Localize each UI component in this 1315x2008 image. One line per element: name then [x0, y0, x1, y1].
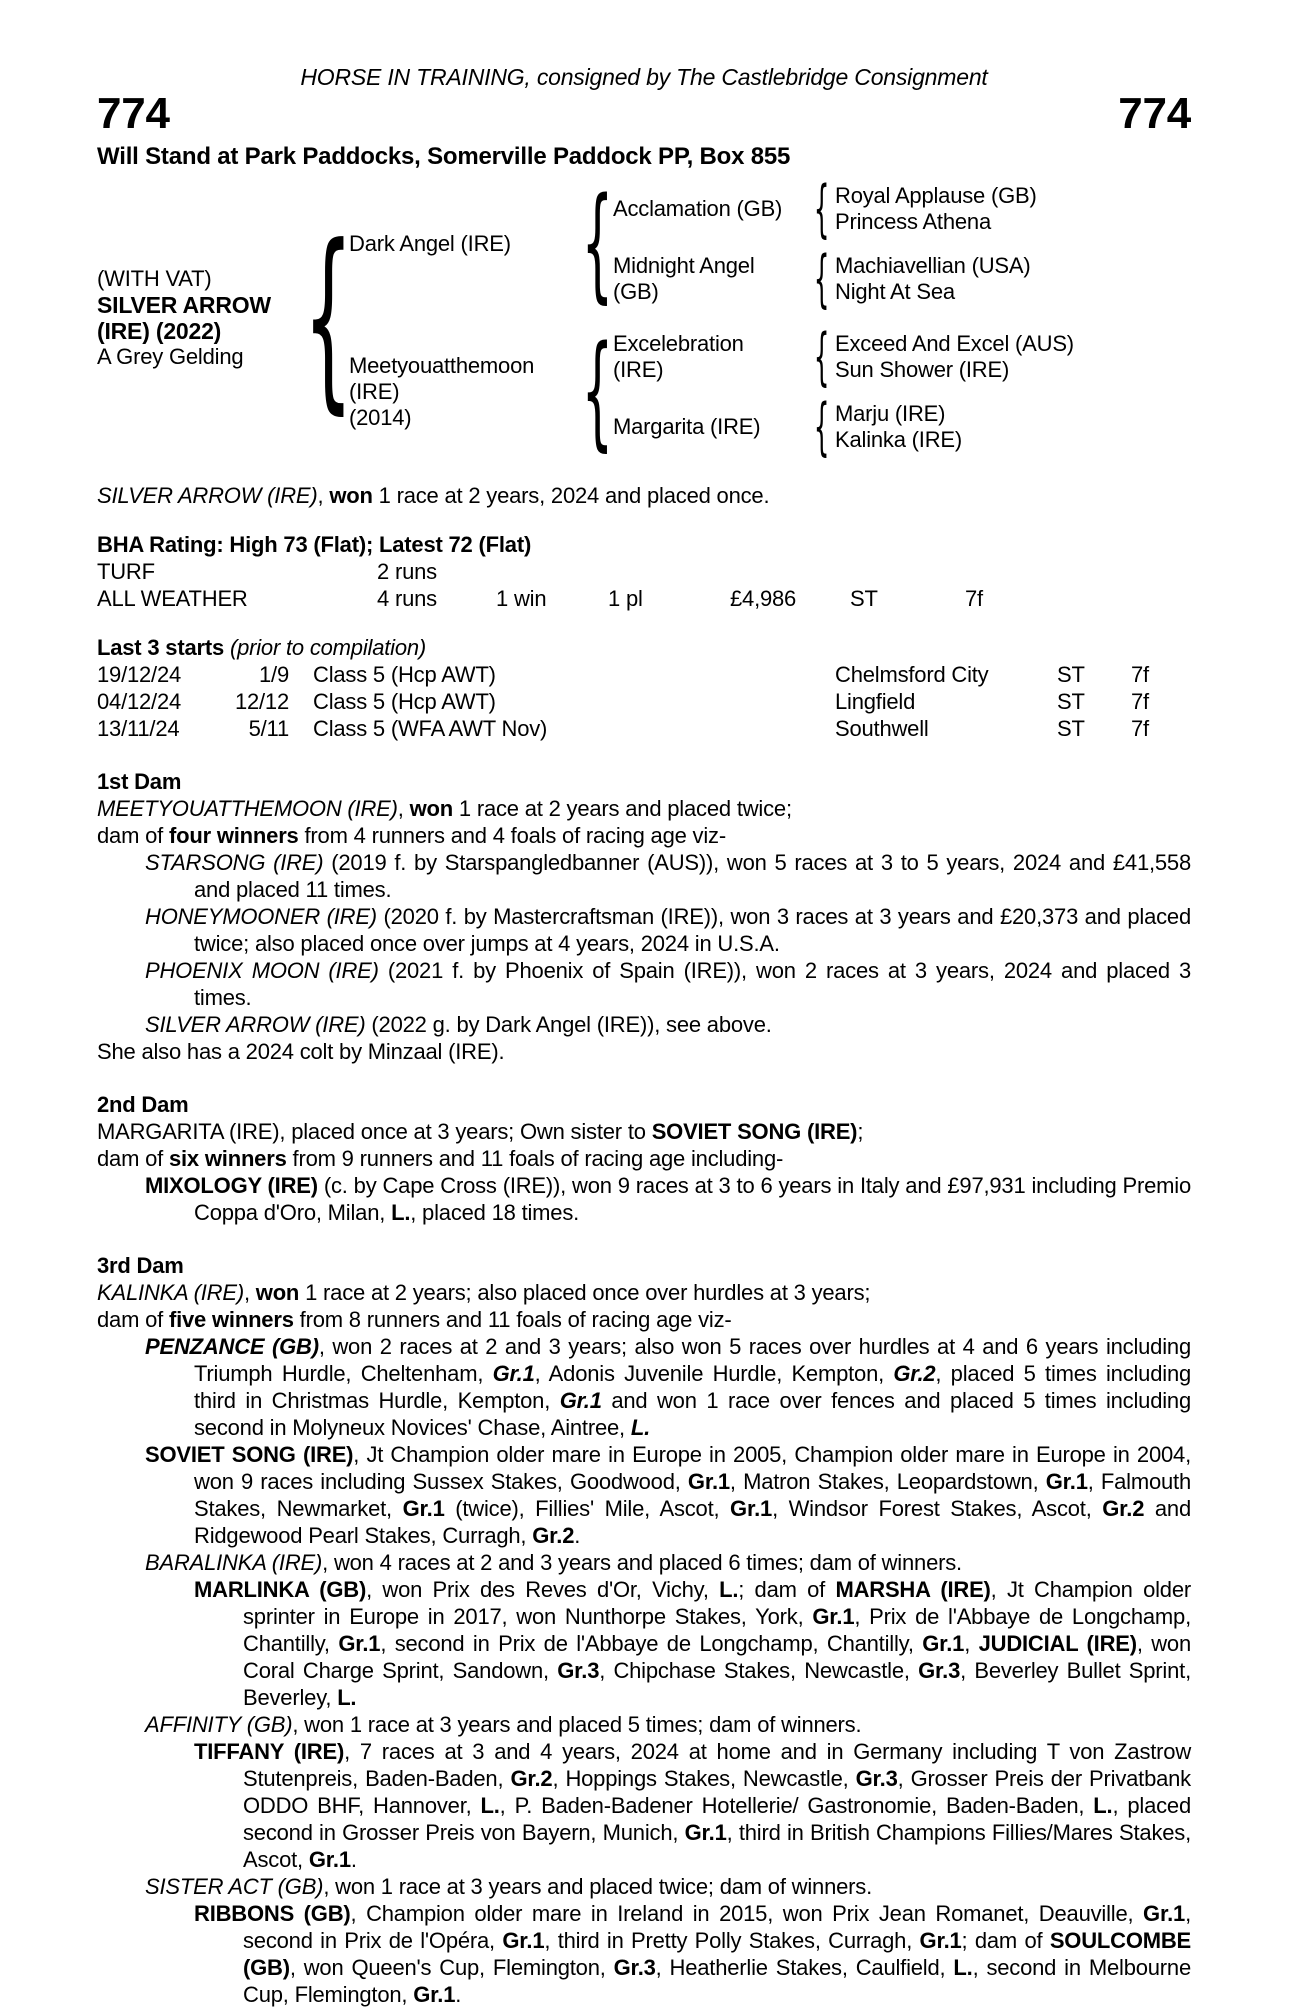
produce-entry: HONEYMOONER (IRE) (2020 f. by Mastercraftsman (IRE)), won 3 races at 3 years and £20,373 and placed twice; also placed once over jumps at 4 years, 2024 in U.S.A. [145, 904, 1191, 956]
pedigree-tree [349, 178, 1103, 458]
ancestor-name [613, 414, 809, 440]
bha-rating-heading: BHA Rating: High 73 (Flat); Latest 72 (Flat) [97, 532, 532, 557]
stand-location-line: Will Stand at Park Paddocks, Somerville Paddock PP, Box 855 [97, 143, 791, 170]
stats-cell [608, 558, 730, 585]
dam-note: She also has a 2024 colt by Minzaal (IRE). [97, 1039, 505, 1064]
ancestor-pair [835, 253, 1103, 305]
curly-brace-small-icon [809, 248, 835, 310]
pedigree-name-line: Royal Applause (GB) [835, 183, 1037, 208]
curly-brace-large-icon [307, 220, 349, 416]
vat-note: (WITH VAT) [97, 266, 212, 291]
race-surface: ST [1057, 689, 1085, 714]
pedigree-table [97, 178, 1191, 458]
curly-brace-small-icon [809, 326, 835, 388]
produce-entry: SILVER ARROW (IRE) (2022 g. by Dark Angel (IRE)), see above. [145, 1012, 772, 1037]
stats-cell: 4 runs [377, 586, 437, 611]
produce-entry: AFFINITY (GB), won 1 race at 3 years and placed 5 times; dam of winners. [145, 1712, 862, 1737]
third-dam-section [97, 1252, 1191, 2008]
curly-brace-small-icon [809, 396, 835, 458]
lot-number-right: 774 [1118, 89, 1191, 138]
subject-name-suffix: (IRE) (2022) [97, 318, 222, 344]
lot-number-row [97, 91, 1191, 137]
produce-entry: PHOENIX MOON (IRE) (2021 f. by Phoenix of Spain (IRE)), won 2 races at 3 years, 2024 and placed 3 times. [145, 958, 1191, 1010]
race-distance: 7f [1131, 689, 1149, 714]
race-course: Chelmsford City [835, 662, 989, 687]
stats-cell [496, 558, 608, 585]
pedigree-name-line: (IRE) [613, 357, 664, 382]
dam-record-paragraph: MARGARITA (IRE), placed once at 3 years; Own sister to SOVIET SONG (IRE); [97, 1119, 864, 1144]
dam-family [349, 326, 1103, 458]
ancestor-pair [835, 401, 1103, 453]
race-row [97, 715, 1191, 742]
pedigree-subfamily [613, 326, 1103, 388]
produce-entry: SISTER ACT (GB), won 1 race at 3 years and placed twice; dam of winners. [145, 1874, 872, 1899]
pedigree-name-line: Princess Athena [835, 209, 991, 234]
race-course: Southwell [835, 716, 929, 741]
sire-branch [613, 178, 1103, 310]
bha-rating-section [97, 531, 1191, 612]
stats-cell: £4,986 [730, 586, 797, 611]
curly-brace-small-icon [809, 178, 835, 240]
pedigree-name-line: Night At Sea [835, 279, 955, 304]
pedigree-name-line: Sun Shower (IRE) [835, 357, 1010, 382]
ancestor-name [613, 253, 809, 305]
pedigree-name-line: Excelebration [613, 331, 744, 356]
produce-entry: MARLINKA (GB), won Prix des Reves d'Or, Vichy, L.; dam of MARSHA (IRE), Jt Champion older sprinter in Europe in 2017, won Nunthorpe Stakes, York, Gr.1, Prix de l'Abbaye de Longchamp, Chantilly, Gr.1, second in Prix de l'Abbaye de Longchamp, Chantilly, Gr.1, JUDICIAL (IRE), won Coral Charge Sprint, Sandown, Gr.3, Chipchase Stakes, Newcastle, Gr.3, Beverley Bullet Sprint, Beverley, L. [194, 1577, 1191, 1710]
sire-family [349, 178, 1103, 310]
produce-entry: TIFFANY (IRE), 7 races at 3 and 4 years, 2024 at home and in Germany including T von Zastrow Stutenpreis, Baden-Baden, Gr.2, Hoppings Stakes, Newcastle, Gr.3, Grosser Preis der Privatbank ODDO BHF, Hannover, L., P. Baden-Badener Hotellerie/ Gastronomie, Baden-Baden, L., placed second in Grosser Preis von Bayern, Munich, Gr.1, third in British Champions Fillies/Mares Stakes, Ascot, Gr.1. [194, 1739, 1192, 1872]
second-dam-section [97, 1091, 1191, 1226]
stats-cell: ALL WEATHER [97, 586, 248, 611]
consignment-line: HORSE IN TRAINING, consigned by The Castlebridge Consignment [300, 64, 988, 90]
sire-name: Dark Angel (IRE) [349, 231, 511, 256]
pedigree-name-line: Machiavellian (USA) [835, 253, 1031, 278]
stats-cell: 1 win [496, 586, 547, 611]
stats-cell: ST [850, 586, 878, 611]
curly-brace-medium-icon [581, 182, 613, 306]
stats-cell: 7f [965, 586, 983, 611]
stats-cell: 1 pl [608, 586, 643, 611]
pedigree-name-line: (2014) [349, 405, 412, 430]
dam-record-paragraph: KALINKA (IRE), won 1 race at 2 years; also placed once over hurdles at 3 years; [97, 1280, 871, 1305]
surface-stats-row [97, 585, 1191, 612]
section-heading: 2nd Dam [97, 1092, 189, 1117]
produce-entry: RIBBONS (GB), Champion older mare in Ireland in 2015, won Prix Jean Romanet, Deauville, Gr.1, second in Prix de l'Opéra, Gr.1, third in Pretty Polly Stakes, Curragh, Gr.1; dam of SOULCOMBE (GB), won Queen's Cup, Flemington, Gr.3, Heatherlie Stakes, Caulfield, L., second in Melbourne Cup, Flemington, Gr.1. [194, 1901, 1192, 2007]
race-class: Class 5 (WFA AWT Nov) [313, 716, 548, 741]
race-position: 1/9 [259, 662, 289, 687]
produce-entry: BARALINKA (IRE), won 4 races at 2 and 3 years and placed 6 times; dam of winners. [145, 1550, 962, 1575]
pedigree-name-line: Exceed And Excel (AUS) [835, 331, 1074, 356]
ancestor-pair [835, 331, 1103, 383]
produce-entry: SOVIET SONG (IRE), Jt Champion older mare in Europe in 2005, Champion older mare in Europe in 2004, won 9 races including Sussex Stakes, Goodwood, Gr.1, Matron Stakes, Leopardstown, Gr.1, Falmouth Stakes, Newmarket, Gr.1 (twice), Fillies' Mile, Ascot, Gr.1, Windsor Forest Stakes, Ascot, Gr.2 and Ridgewood Pearl Stakes, Curragh, Gr.2. [145, 1442, 1192, 1548]
pedigree-name-line: Midnight Angel [613, 253, 755, 278]
dam-record-paragraph: MEETYOUATTHEMOON (IRE), won 1 race at 2 years and placed twice; [97, 796, 792, 821]
pedigree-name-line: Meetyouatthemoon [349, 353, 535, 378]
race-record-summary: SILVER ARROW (IRE), won 1 race at 2 years, 2024 and placed once. [97, 483, 770, 508]
pedigree-subfamily [613, 178, 1103, 240]
pedigree-name-line: Margarita (IRE) [613, 414, 761, 439]
pedigree-name-line: Kalinka (IRE) [835, 427, 962, 452]
subject-name: SILVER ARROW [97, 292, 271, 318]
race-date: 19/12/24 [97, 662, 182, 687]
pedigree-name-line: Acclamation (GB) [613, 196, 783, 221]
stats-cell [850, 558, 965, 585]
first-dam-section [97, 768, 1191, 1065]
dam-produce-intro: dam of five winners from 8 runners and 11 foals of racing age viz- [97, 1307, 732, 1332]
race-distance: 7f [1131, 662, 1149, 687]
pedigree-subfamily [613, 396, 1103, 458]
race-position: 5/11 [248, 716, 289, 741]
ancestor-name [613, 196, 809, 222]
dam-name [349, 353, 581, 431]
surface-stats-row [97, 558, 1191, 585]
pedigree-name-line: (IRE) [349, 379, 400, 404]
race-course: Lingfield [835, 689, 916, 714]
pedigree-name-line: Marju (IRE) [835, 401, 946, 426]
race-class: Class 5 (Hcp AWT) [313, 689, 496, 714]
pedigree-subfamily [613, 248, 1103, 310]
race-surface: ST [1057, 716, 1085, 741]
ancestor-name [613, 331, 809, 383]
lot-number-left: 774 [97, 89, 170, 138]
dam-produce-intro: dam of six winners from 9 runners and 11 foals of racing age including- [97, 1146, 784, 1171]
dam-produce-intro: dam of four winners from 4 runners and 4 foals of racing age viz- [97, 823, 726, 848]
ancestor-pair [835, 183, 1103, 235]
subject-block [97, 266, 307, 370]
race-surface: ST [1057, 662, 1085, 687]
stats-cell: TURF [97, 559, 155, 584]
race-row [97, 661, 1191, 688]
subject-description: A Grey Gelding [97, 344, 244, 369]
last-starts-heading: Last 3 starts (prior to compilation) [97, 635, 427, 660]
race-row [97, 688, 1191, 715]
pedigree-name-line: (GB) [613, 279, 659, 304]
curly-brace-medium-icon [581, 330, 613, 454]
race-class: Class 5 (Hcp AWT) [313, 662, 496, 687]
stats-cell [965, 558, 1191, 585]
race-date: 04/12/24 [97, 689, 182, 714]
section-heading: 1st Dam [97, 769, 182, 794]
produce-entry: PENZANCE (GB), won 2 races at 2 and 3 years; also won 5 races over hurdles at 4 and 6 years including Triumph Hurdle, Cheltenham, Gr.1, Adonis Juvenile Hurdle, Kempton, Gr.2, placed 5 times including third in Christmas Hurdle, Kempton, Gr.1 and won 1 race over fences and placed 5 times including second in Molyneux Novices' Chase, Aintree, L. [145, 1334, 1192, 1440]
last-starts-section [97, 634, 1191, 742]
section-heading: 3rd Dam [97, 1253, 184, 1278]
race-position: 12/12 [234, 689, 289, 714]
produce-entry: STARSONG (IRE) (2019 f. by Starspangledbanner (AUS)), won 5 races at 3 to 5 years, 2024 and £41,558 and placed 11 times. [145, 850, 1192, 902]
race-date: 13/11/24 [97, 716, 180, 741]
dam-branch [613, 326, 1103, 458]
stats-cell [730, 558, 850, 585]
race-distance: 7f [1131, 716, 1149, 741]
produce-entry: MIXOLOGY (IRE) (c. by Cape Cross (IRE)), won 9 races at 3 to 6 years in Italy and £97,931 including Premio Coppa d'Oro, Milan, L., placed 18 times. [145, 1173, 1191, 1225]
stats-cell: 2 runs [377, 559, 437, 584]
